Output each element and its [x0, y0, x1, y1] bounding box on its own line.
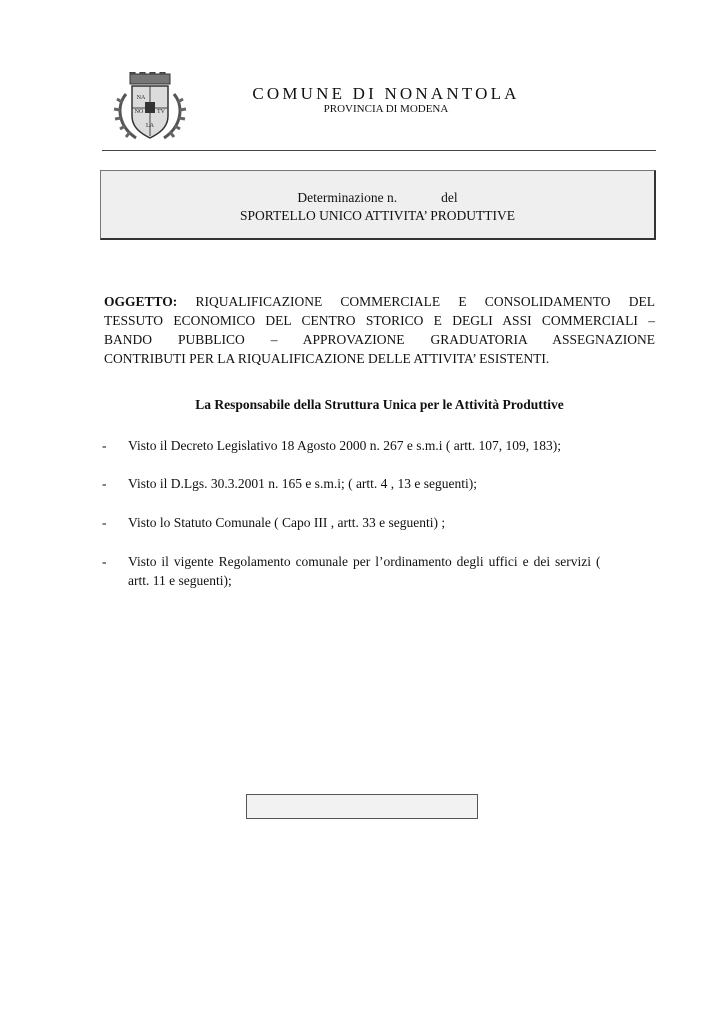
crest-letters-3: TV	[157, 109, 165, 115]
determinazione-box	[100, 170, 656, 240]
crest-letters-1: NA	[136, 95, 146, 101]
visto-text: Visto il D.Lgs. 30.3.2001 n. 165 e s.m.i; ( artt. 4 , 13 e seguenti);	[128, 476, 478, 491]
municipality-title: COMUNE DI NONANTOLA	[252, 84, 520, 103]
list-dash: -	[102, 438, 107, 453]
crest-letters-2: NO	[134, 109, 144, 115]
visto-text: Visto il vigente Regolamento comunale per l’ordinamento degli uffici e dei servizi (	[128, 554, 601, 569]
crest-letters-4: LA	[146, 123, 154, 129]
visto-item	[102, 436, 662, 456]
footer-box	[246, 794, 478, 819]
list-dash: -	[102, 476, 107, 491]
visto-item	[102, 552, 662, 592]
municipal-crest-logo	[112, 72, 188, 144]
oggetto-text-1: RIQUALIFICAZIONE COMMERCIALE E CONSOLIDAMENTO DEL	[195, 294, 655, 309]
visto-text: Visto il Decreto Legislativo 18 Agosto 2000 n. 267 e s.m.i ( artt. 107, 109, 183);	[128, 438, 562, 453]
visto-item	[102, 513, 662, 533]
oggetto-text-3: BANDO PUBBLICO – APPROVAZIONE GRADUATORIA ASSEGNAZIONE	[104, 332, 655, 347]
list-dash: -	[102, 515, 107, 530]
header-divider	[102, 150, 656, 151]
oggetto-text-4: CONTRIBUTI PER LA RIQUALIFICAZIONE DELLE ATTIVITA’ ESISTENTI.	[104, 351, 550, 366]
oggetto-line-1	[104, 292, 655, 311]
oggetto-paragraph	[104, 292, 655, 368]
oggetto-text-2: TESSUTO ECONOMICO DEL CENTRO STORICO E DEGLI ASSI COMMERCIALI –	[104, 313, 655, 328]
determinazione-date-label: del	[441, 190, 458, 205]
province-subtitle: PROVINCIA DI MODENA	[323, 103, 449, 115]
list-dash: -	[102, 554, 107, 569]
visto-text-continued: artt. 11 e seguenti);	[128, 573, 232, 588]
visto-item	[102, 474, 662, 494]
oggetto-label: OGGETTO:	[104, 294, 178, 309]
office-name: SPORTELLO UNICO ATTIVITA’ PRODUTTIVE	[240, 208, 515, 223]
responsabile-heading: La Responsabile della Struttura Unica per le Attività Produttive	[195, 397, 564, 412]
determinazione-line	[101, 190, 654, 206]
visto-text: Visto lo Statuto Comunale ( Capo III , artt. 33 e seguenti) ;	[128, 515, 446, 530]
determinazione-number-label: Determinazione n.	[297, 190, 398, 205]
